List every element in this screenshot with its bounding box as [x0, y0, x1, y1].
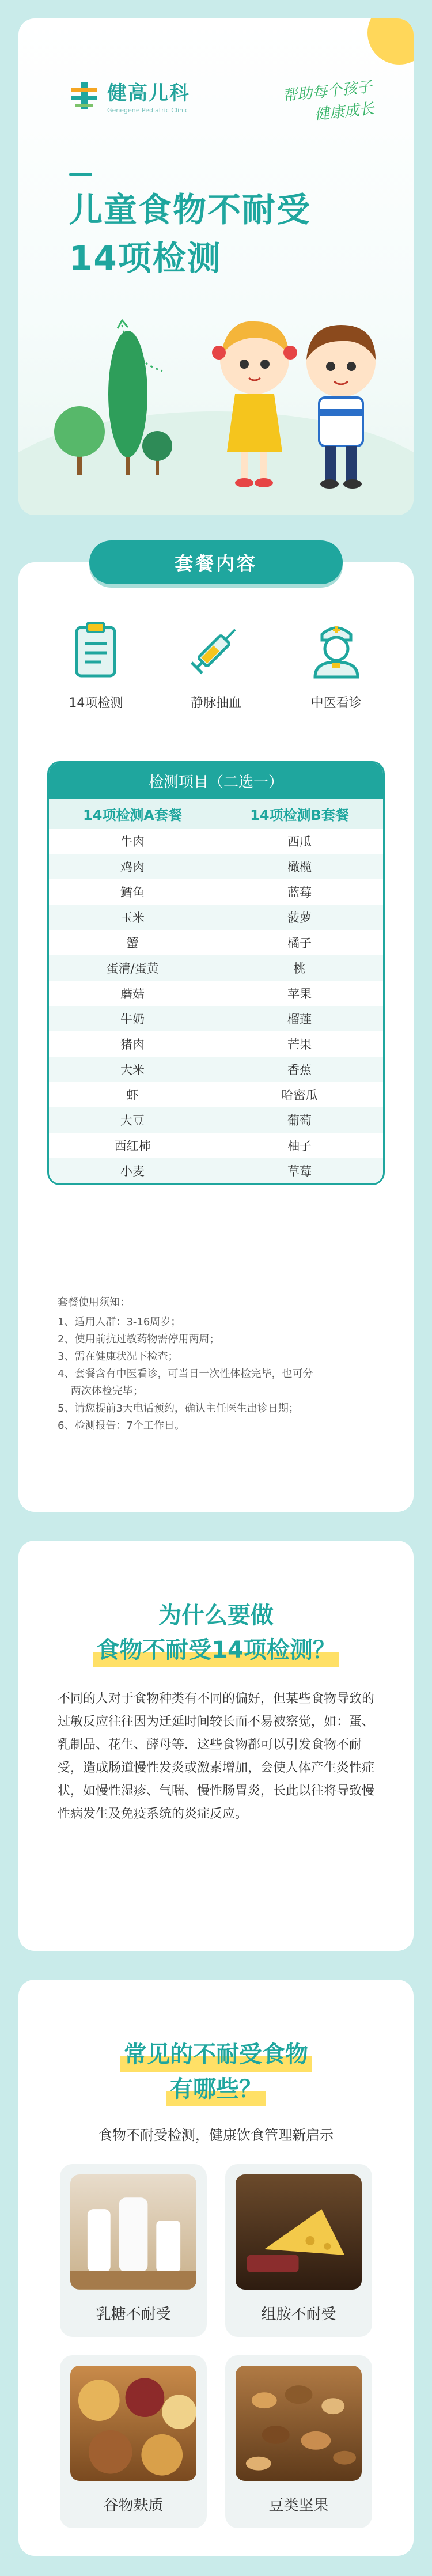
cell-b: 蓝莓 [287, 886, 312, 899]
table-row [49, 829, 383, 854]
doctor-icon [305, 617, 368, 680]
feature-label: 静脉抽血 [190, 696, 241, 710]
test-items-table [47, 761, 385, 1185]
table-row [49, 1107, 383, 1133]
table-body [49, 829, 383, 1183]
food-name: 乳糖不耐受 [96, 2305, 171, 2323]
why-body-text: 不同的人对于食物种类有不同的偏好，但某些食物导致的过敏反应往往因为迁延时间较长而不易被察觉，如：蛋、乳制品、花生、酵母等．这些食物都可以引发食物不耐受，造成肠道慢性发炎或激素增加，会使人体产生炎性症状，如慢性湿疹、气喘、慢性肠胃炎，长此以往将导致慢性病发生及免疫系统的炎症反应。 [58, 1692, 375, 1821]
cell-b: 哈密瓜 [281, 1088, 318, 1102]
food-card-nuts [225, 2355, 372, 2528]
cell-a: 虾 [126, 1088, 139, 1102]
why-card [18, 1541, 414, 1951]
table-title: 检测项目（二选一） [49, 763, 383, 799]
cell-a: 玉米 [120, 911, 145, 925]
package-title-pill: 套餐内容 [89, 540, 343, 584]
cell-b: 橘子 [287, 936, 312, 950]
nuts-photo [236, 2366, 362, 2481]
cell-b: 香蕉 [287, 1063, 312, 1077]
cell-b: 草莓 [287, 1164, 312, 1178]
column-header-a: 14项检测A套餐 [83, 807, 182, 823]
cell-a: 蟹 [126, 936, 139, 950]
logo-mark-icon [69, 81, 99, 111]
milk-photo [70, 2174, 196, 2290]
cell-b: 菠萝 [287, 911, 312, 925]
common-title [18, 2037, 414, 2106]
table-row [49, 1158, 383, 1183]
table-row [49, 955, 383, 981]
common-title-line-2: 有哪些？ [166, 2072, 266, 2106]
kids-illustration [18, 285, 414, 515]
common-subtitle: 食物不耐受检测，健康饮食管理新启示 [98, 2127, 334, 2143]
cell-b: 桃 [293, 962, 306, 975]
common-foods-card [18, 1980, 414, 2556]
feature-label: 14项检测 [69, 696, 123, 710]
column-header-b: 14项检测B套餐 [250, 807, 349, 823]
food-grid [60, 2164, 372, 2528]
cell-a: 牛肉 [120, 835, 145, 849]
title-accent-bar [69, 173, 92, 176]
cell-a: 西红柿 [114, 1139, 151, 1153]
table-row [49, 905, 383, 930]
note-item: 2、使用前抗过敏药物需停用两周； [58, 1333, 220, 1345]
table-header-row [49, 799, 383, 829]
cell-a: 猪肉 [120, 1038, 145, 1051]
cell-a: 牛奶 [120, 1012, 145, 1026]
clipboard-icon [64, 617, 127, 680]
food-name: 组胺不耐受 [261, 2305, 336, 2323]
hero-title [69, 186, 311, 282]
feature-tcm-consult [285, 617, 388, 711]
note-item: 6、检测报告：7个工作日。 [58, 1420, 185, 1432]
grains-photo [70, 2366, 196, 2481]
hero-title-line-2: 14项检测 [69, 239, 222, 278]
cell-b: 西瓜 [287, 835, 312, 849]
cell-a: 小麦 [120, 1164, 145, 1178]
cell-a: 蛋清/蛋黄 [106, 962, 159, 975]
note-item: 4、套餐含有中医看诊，可当日一次性体检完毕，也可分 [58, 1368, 313, 1380]
syringe-icon [184, 617, 248, 680]
why-title [18, 1598, 414, 1667]
cell-a: 大米 [120, 1063, 145, 1077]
table-row [49, 981, 383, 1006]
food-card-gluten [60, 2355, 207, 2528]
usage-notes [58, 1294, 380, 1435]
feature-list [18, 617, 414, 711]
table-row [49, 1057, 383, 1082]
slogan [281, 76, 375, 129]
table-row [49, 1133, 383, 1158]
cell-b: 柚子 [287, 1139, 312, 1153]
feature-blood-draw [164, 617, 268, 711]
cell-a: 蘑菇 [120, 987, 145, 1001]
table-row [49, 930, 383, 955]
note-item: 1、适用人群：3-16周岁； [58, 1316, 181, 1328]
table-row [49, 854, 383, 879]
cell-b: 葡萄 [287, 1114, 312, 1128]
feature-14-tests [44, 617, 147, 711]
note-item: 3、需在健康状况下检查； [58, 1351, 179, 1363]
feature-label: 中医看诊 [310, 696, 362, 710]
food-card-histamine [225, 2164, 372, 2337]
table-row [49, 1006, 383, 1031]
why-title-line-2: 食物不耐受14项检测？ [93, 1633, 339, 1667]
sun-decoration [367, 18, 414, 65]
food-name: 谷物麸质 [103, 2496, 164, 2514]
common-title-line-1: 常见的不耐受食物 [120, 2037, 312, 2072]
note-item: 两次体检完毕； [58, 1385, 143, 1397]
cell-b: 橄榄 [287, 860, 312, 874]
hero-title-line-1: 儿童食物不耐受 [69, 190, 312, 229]
brand-logo [69, 77, 190, 114]
package-card [18, 553, 414, 1512]
why-title-line-1: 为什么要做 [158, 1602, 274, 1629]
brand-name: 健高儿科 [107, 82, 190, 105]
cell-a: 鳕鱼 [120, 886, 145, 899]
notes-title: 套餐使用须知： [58, 1296, 130, 1308]
cell-a: 大豆 [120, 1114, 145, 1128]
brand-subtitle: Genegene Pediatric Clinic [107, 107, 189, 114]
food-name: 豆类坚果 [268, 2496, 329, 2514]
cell-b: 芒果 [287, 1038, 312, 1051]
cell-b: 榴莲 [287, 1012, 312, 1026]
table-row [49, 879, 383, 905]
hero-banner [18, 18, 414, 515]
table-row [49, 1031, 383, 1057]
cell-b: 苹果 [287, 987, 312, 1001]
slogan-line-1: 帮助每个孩子 [281, 78, 373, 105]
cell-a: 鸡肉 [120, 860, 145, 874]
table-row [49, 1082, 383, 1107]
food-card-lactose [60, 2164, 207, 2337]
slogan-line-2: 健康成长 [313, 100, 376, 124]
note-item: 5、请您提前3天电话预约，确认主任医生出诊日期； [58, 1402, 299, 1414]
cheese-photo [236, 2174, 362, 2290]
